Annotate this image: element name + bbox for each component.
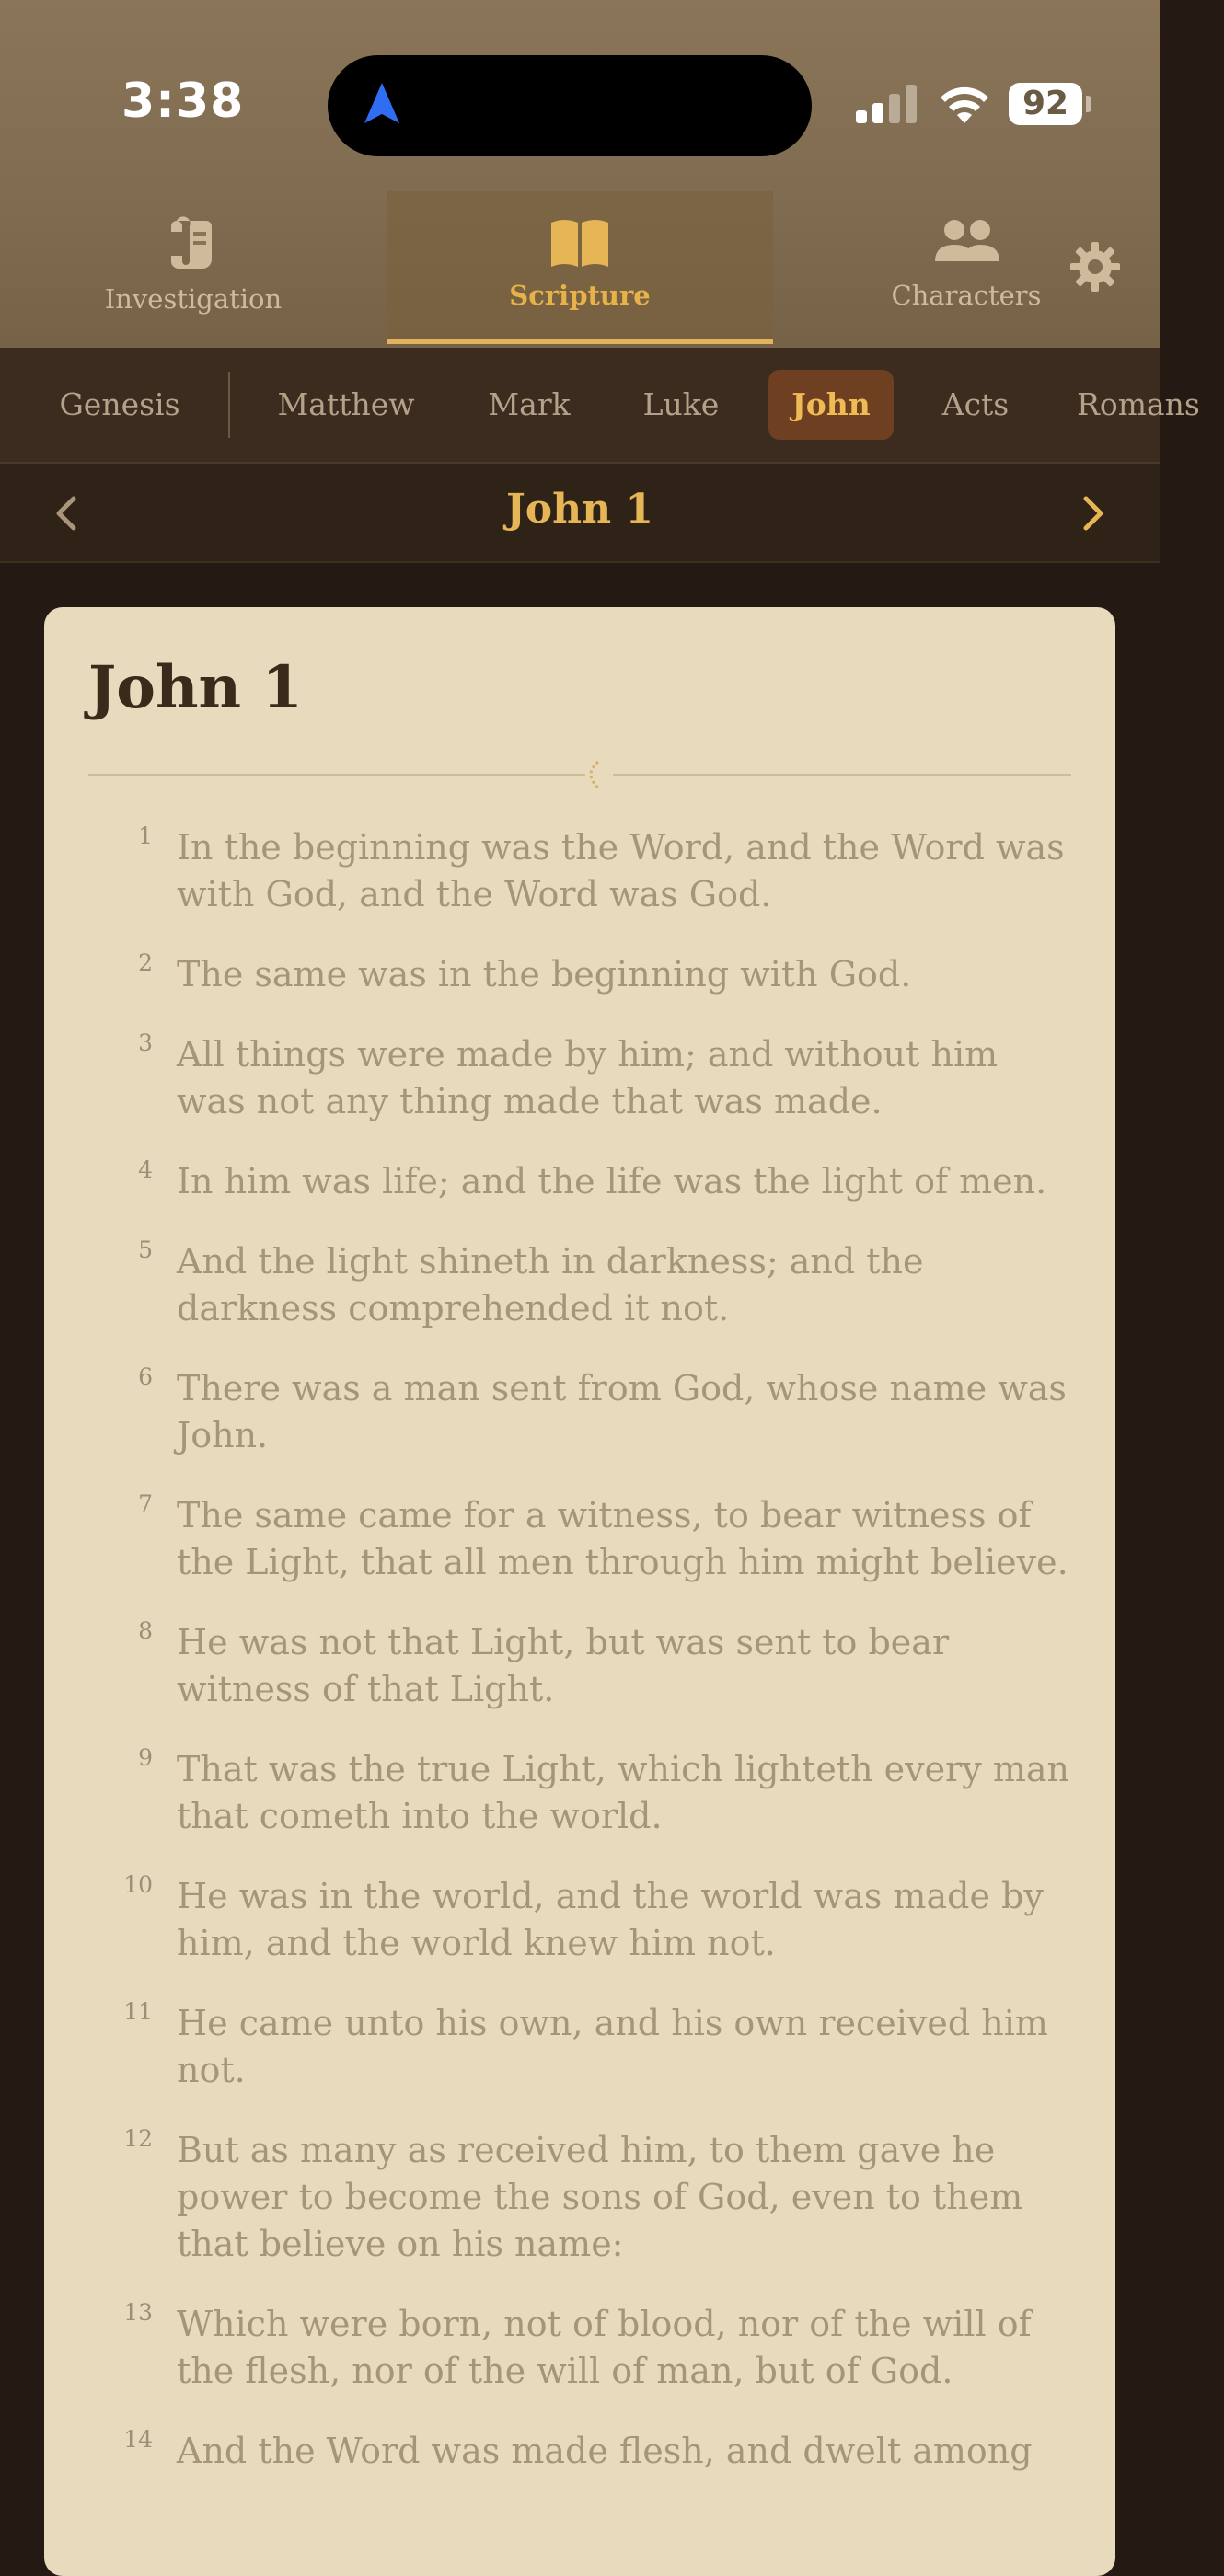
book-selector bbox=[0, 348, 1200, 464]
verse-text: There was a man sent from God, whose name was John. bbox=[177, 1368, 1067, 1455]
verse-item bbox=[44, 1365, 1115, 1459]
book-mark[interactable]: Mark bbox=[488, 386, 571, 422]
book-romans[interactable]: Romans bbox=[1077, 386, 1200, 422]
verse-item bbox=[44, 951, 1115, 998]
verse-text: He was not that Light, but was sent to bear witness of that Light. bbox=[177, 1622, 950, 1709]
book-separator bbox=[228, 372, 230, 438]
verse-item bbox=[44, 1238, 1115, 1332]
tab-investigation-label: Investigation bbox=[104, 283, 283, 315]
battery-tip bbox=[1086, 96, 1091, 112]
verse-text: He was in the world, and the world was made by him, and the world knew him not. bbox=[177, 1876, 1044, 1963]
verse-number: 4 bbox=[138, 1156, 153, 1183]
active-tab-indicator bbox=[387, 339, 773, 344]
book-genesis[interactable]: Genesis bbox=[59, 386, 180, 422]
verse-number: 11 bbox=[123, 1998, 153, 2025]
book-acts[interactable]: Acts bbox=[941, 386, 1010, 422]
people-icon bbox=[930, 215, 1003, 270]
book-matthew[interactable]: Matthew bbox=[277, 386, 415, 422]
verse-number: 12 bbox=[123, 2125, 153, 2152]
verse-text: All things were made by him; and without him was not any thing made that was made. bbox=[177, 1034, 999, 1121]
verse-item bbox=[44, 1492, 1115, 1586]
divider-line bbox=[88, 774, 585, 776]
verse-item bbox=[44, 2428, 1115, 2475]
book-luke[interactable]: Luke bbox=[642, 386, 720, 422]
verse-item bbox=[44, 1746, 1115, 1840]
verse-number: 2 bbox=[138, 949, 153, 976]
book-john[interactable]: John bbox=[768, 370, 894, 440]
verse-number: 14 bbox=[123, 2426, 153, 2453]
verse-number: 1 bbox=[138, 822, 153, 849]
battery-indicator: 92 bbox=[1009, 83, 1082, 125]
gear-icon[interactable] bbox=[1068, 239, 1123, 294]
verse-item bbox=[44, 1031, 1115, 1125]
verse-text: That was the true Light, which lighteth every man that cometh into the world. bbox=[177, 1749, 1069, 1836]
chevron-right-icon[interactable] bbox=[1075, 493, 1112, 534]
verse-text: He came unto his own, and his own received him not. bbox=[177, 2003, 1048, 2090]
verse-text: But as many as received him, to them gave he power to become the sons of God, even to them that believe on his name: bbox=[177, 2130, 1023, 2264]
verse-text: In him was life; and the life was the light of men. bbox=[177, 1161, 1047, 1202]
tab-characters-label: Characters bbox=[891, 280, 1042, 311]
verse-number: 9 bbox=[138, 1744, 153, 1771]
verse-number: 7 bbox=[138, 1490, 153, 1517]
tab-scripture-label: Scripture bbox=[509, 280, 651, 311]
card-title: John 1 bbox=[88, 653, 303, 722]
open-book-icon bbox=[548, 215, 612, 270]
location-arrow-icon bbox=[359, 81, 405, 127]
verse-text: And the Word was made flesh, and dwelt among bbox=[177, 2431, 1033, 2471]
scripture-card bbox=[44, 607, 1115, 2576]
verse-item bbox=[44, 1158, 1115, 1205]
verse-item bbox=[44, 824, 1115, 918]
scroll-icon bbox=[164, 215, 223, 274]
tab-investigation[interactable] bbox=[0, 191, 387, 344]
status-indicators bbox=[854, 83, 1103, 129]
verse-item bbox=[44, 2000, 1115, 2094]
tab-scripture[interactable] bbox=[387, 191, 773, 344]
verse-number: 6 bbox=[138, 1363, 153, 1390]
verse-number: 13 bbox=[123, 2299, 153, 2326]
verse-number: 10 bbox=[123, 1871, 153, 1898]
verse-list bbox=[44, 824, 1115, 2508]
divider-line bbox=[613, 774, 1071, 776]
chapter-title: John 1 bbox=[505, 486, 654, 533]
verse-number: 5 bbox=[138, 1236, 153, 1263]
verse-item bbox=[44, 1619, 1115, 1713]
verse-text: Which were born, not of blood, nor of the will of the flesh, nor of the will of man, but of God. bbox=[177, 2304, 1032, 2391]
chapter-navigation bbox=[0, 464, 1160, 563]
status-time: 3:38 bbox=[121, 74, 245, 129]
verse-text: The same was in the beginning with God. bbox=[177, 954, 912, 995]
verse-number: 3 bbox=[138, 1029, 153, 1056]
cellular-signal-icon bbox=[854, 85, 918, 125]
verse-item bbox=[44, 2127, 1115, 2268]
verse-number: 8 bbox=[138, 1617, 153, 1644]
verse-text: And the light shineth in darkness; and the darkness comprehended it not. bbox=[177, 1241, 924, 1328]
verse-item bbox=[44, 1873, 1115, 1967]
verse-text: The same came for a witness, to bear witness of the Light, that all men through him might believe. bbox=[177, 1495, 1068, 1582]
app-header bbox=[0, 0, 1160, 348]
dynamic-island bbox=[328, 55, 812, 156]
verse-text: In the beginning was the Word, and the Word was with God, and the Word was God. bbox=[177, 827, 1065, 914]
wifi-icon bbox=[939, 85, 990, 125]
verse-item bbox=[44, 2301, 1115, 2395]
